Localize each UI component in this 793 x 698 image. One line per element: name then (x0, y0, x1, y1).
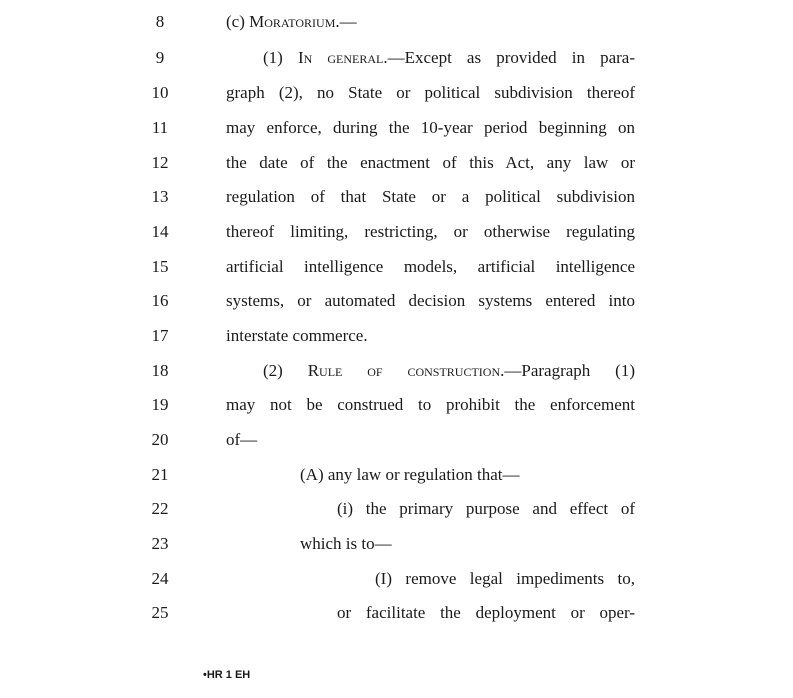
line-number: 20 (151, 430, 169, 449)
line-number: 24 (151, 569, 169, 588)
bill-line (0, 324, 793, 348)
line-text: graph (2), no State or political subdivision thereof (226, 83, 635, 102)
line-number: 22 (151, 499, 169, 518)
line-text: (I) remove legal impediments to, (375, 569, 635, 588)
line-text: systems, or automated decision systems entered into (226, 291, 635, 310)
bill-line (0, 10, 793, 34)
line-number: 14 (151, 222, 169, 241)
line-text: artificial intelligence models, artificial intelligence (226, 257, 635, 276)
line-text: or facilitate the deployment or oper- (337, 603, 635, 622)
bill-line (0, 428, 793, 452)
line-text: (A) any law or regulation that— (300, 465, 520, 484)
bill-line (0, 532, 793, 556)
bill-line (0, 567, 793, 591)
line-text: of— (226, 430, 258, 449)
line-text: (c) Moratorium.— (226, 12, 357, 31)
line-text: (1) In general.—Except as provided in para- (263, 48, 635, 67)
bill-line (0, 289, 793, 313)
line-text: regulation of that State or a political subdivision (226, 187, 635, 206)
paragraph-heading: Rule of construction (307, 361, 501, 380)
bill-line (0, 497, 793, 521)
bill-line (0, 220, 793, 244)
line-text: the date of the enactment of this Act, any law or (226, 153, 635, 172)
line-number: 25 (151, 603, 169, 622)
bill-line (0, 463, 793, 487)
line-number: 8 (155, 12, 165, 31)
bill-line (0, 46, 793, 70)
line-number: 10 (151, 83, 169, 102)
line-number: 16 (151, 291, 169, 310)
section-heading: Moratorium (249, 12, 336, 31)
bill-line (0, 359, 793, 383)
bill-line (0, 116, 793, 140)
bill-line (0, 393, 793, 417)
line-number: 23 (151, 534, 169, 553)
line-number: 11 (151, 118, 169, 137)
line-number: 19 (151, 395, 169, 414)
bill-line (0, 185, 793, 209)
line-number: 18 (151, 361, 169, 380)
line-number: 13 (151, 187, 169, 206)
bill-line (0, 81, 793, 105)
bill-line (0, 601, 793, 625)
line-number: 17 (151, 326, 169, 345)
line-text: (2) Rule of construction.—Paragraph (1) (263, 361, 635, 380)
line-text: may not be construed to prohibit the enforcement (226, 395, 635, 414)
line-text: interstate commerce. (226, 326, 368, 345)
line-number: 21 (151, 465, 169, 484)
paragraph-heading: In general (297, 48, 384, 67)
line-number: 15 (151, 257, 169, 276)
line-text: thereof limiting, restricting, or otherwise regulating (226, 222, 635, 241)
bill-line (0, 255, 793, 279)
bill-line (0, 151, 793, 175)
line-text: which is to— (300, 534, 392, 553)
line-number: 9 (155, 48, 165, 67)
bill-footer-label: •HR 1 EH (203, 669, 251, 681)
line-text: (i) the primary purpose and effect of (337, 499, 635, 518)
line-text: may enforce, during the 10-year period beginning on (226, 118, 635, 137)
line-number: 12 (151, 153, 169, 172)
